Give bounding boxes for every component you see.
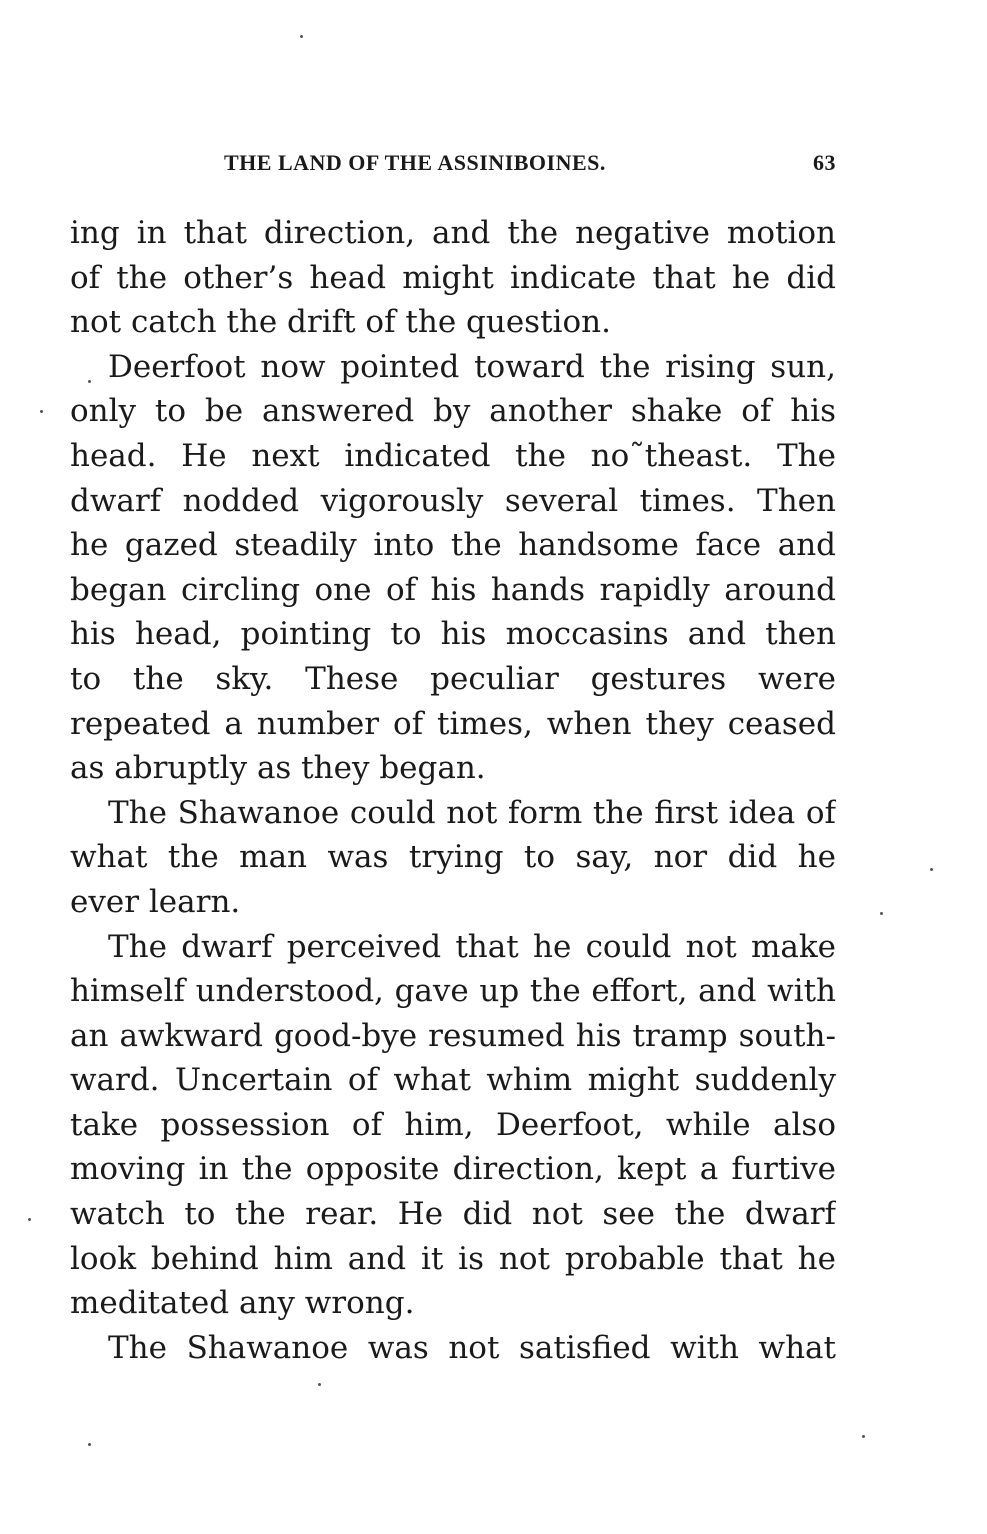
text-line: only to be answered by another shake of his: [70, 393, 836, 430]
text-line: The Shawanoe could not form the first idea of: [108, 794, 836, 831]
text-line: head. He next indicated the no˜theast. The: [70, 437, 836, 474]
text-line: look behind him and it is not probable that he: [70, 1240, 836, 1277]
scan-speck: [28, 1218, 31, 1221]
text-line: to the sky. These peculiar gestures were: [70, 660, 836, 697]
text-line: ing in that direction, and the negative motion: [70, 215, 836, 251]
running-head: [70, 150, 836, 190]
body-text: [70, 211, 836, 1370]
scan-speck: [88, 1443, 91, 1446]
scan-speck: [880, 912, 883, 915]
text-line: Deerfoot now pointed toward the rising sun,: [108, 348, 836, 385]
text-line: watch to the rear. He did not see the dwarf: [70, 1196, 836, 1233]
text-line: himself understood, gave up the effort, and with: [70, 973, 836, 1010]
scan-speck: [318, 1383, 321, 1386]
text-line: dwarf nodded vigorously several times. Then: [70, 482, 836, 519]
text-line: he gazed steadily into the handsome face and: [70, 527, 836, 564]
text-line: ever learn.: [70, 883, 241, 920]
text-line: ward. Uncertain of what whim might suddenly: [70, 1062, 836, 1099]
scan-speck: [930, 868, 933, 871]
text-line: began circling one of his hands rapidly around: [70, 571, 836, 608]
text-line: repeated a number of times, when they ceased: [70, 705, 836, 742]
text-line: The dwarf perceived that he could not make: [108, 928, 836, 965]
text-line: his head, pointing to his moccasins and then: [70, 616, 836, 653]
text-line: as abruptly as they began.: [70, 750, 486, 787]
text-line: what the man was trying to say, nor did he: [70, 839, 836, 876]
text-line: not catch the drift of the question.: [70, 304, 611, 341]
scan-speck: [88, 380, 91, 383]
scan-speck: [40, 410, 43, 413]
text-line: moving in the opposite direction, kept a furtive: [70, 1151, 836, 1188]
text-line: of the other’s head might indicate that he did: [70, 259, 836, 296]
text-line: meditated any wrong.: [70, 1285, 415, 1322]
scan-speck: [862, 1435, 865, 1438]
text-line: The Shawanoe was not satisfied with what: [108, 1329, 836, 1366]
text-line: take possession of him, Deerfoot, while also: [70, 1106, 836, 1143]
scan-speck: [300, 35, 303, 38]
page-number: 63: [813, 150, 836, 175]
running-title: THE LAND OF THE ASSINIBOINES.: [224, 150, 606, 175]
text-line: an awkward good-bye resumed his tramp south-: [70, 1017, 836, 1054]
